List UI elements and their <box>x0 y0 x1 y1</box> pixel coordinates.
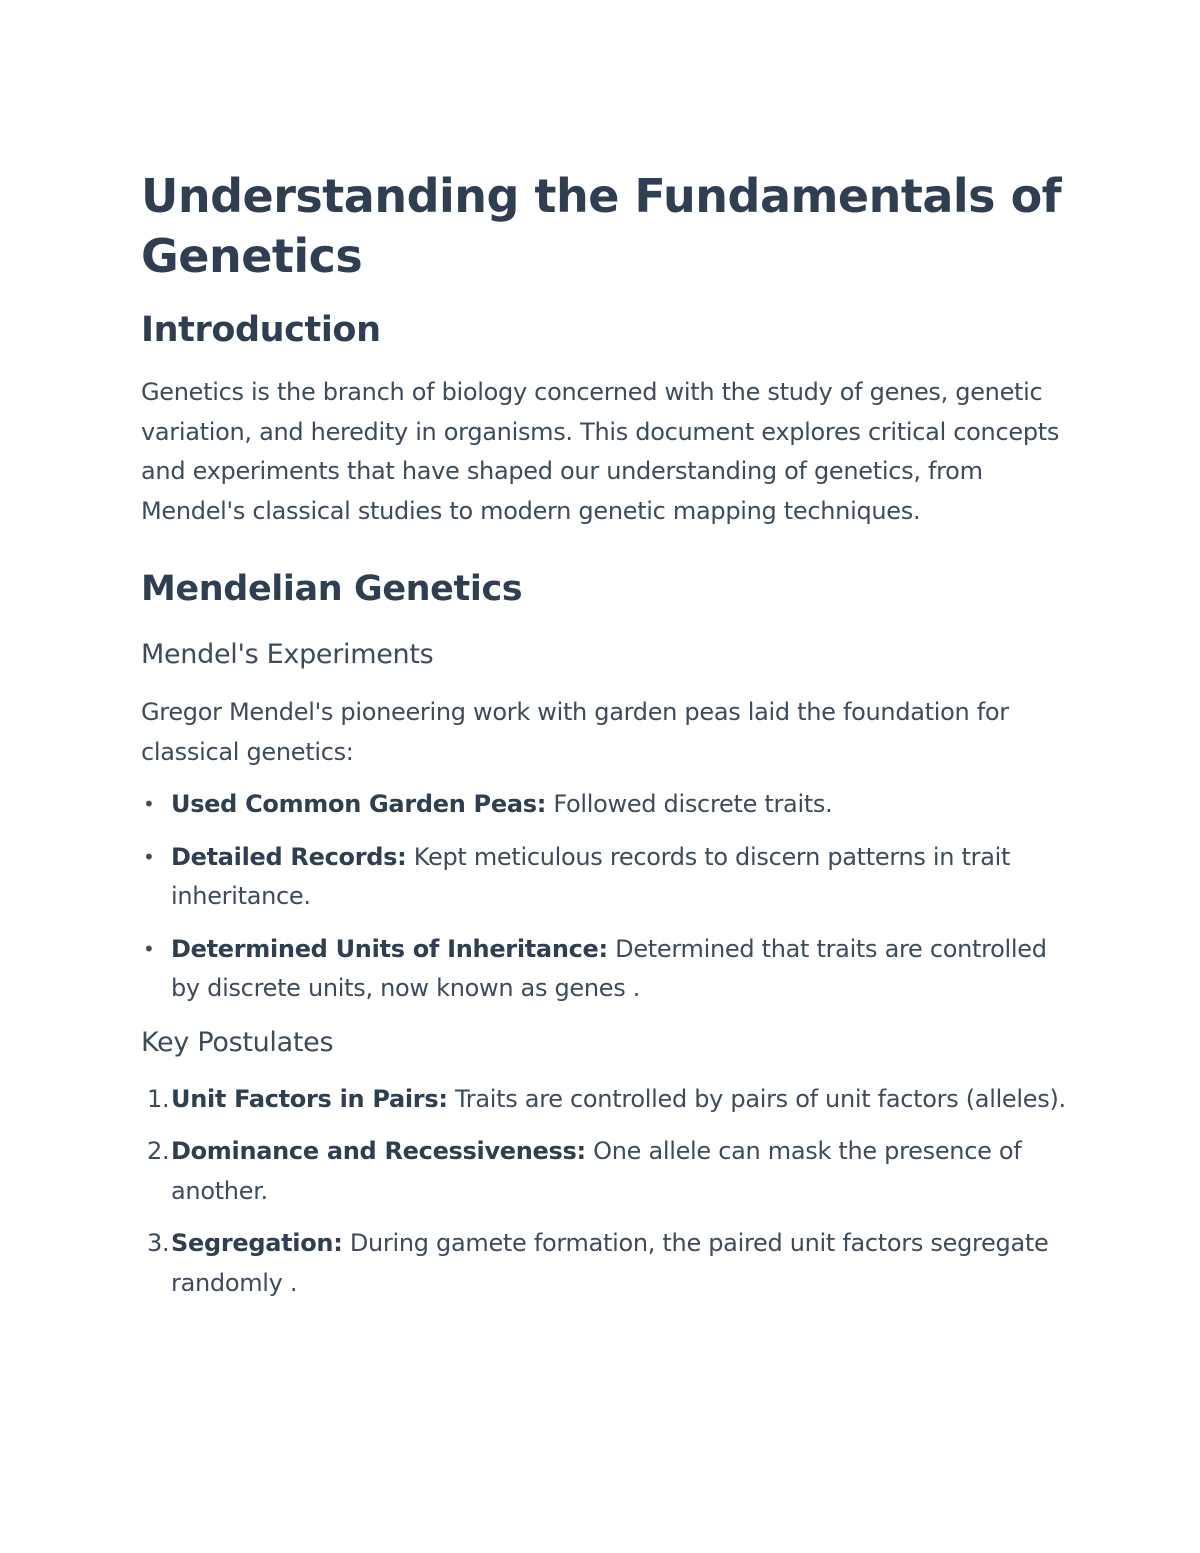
list-item-term: Dominance and Recessiveness: <box>171 1137 586 1165</box>
section-heading-introduction: Introduction <box>141 310 381 350</box>
list-item-text: Kept meticulous records to discern patterns in trait inheritance. <box>171 842 1011 910</box>
list-item-term: Used Common Garden Peas: <box>171 790 547 818</box>
list-item <box>141 838 1071 917</box>
list-item <box>141 785 1071 825</box>
experiments-paragraph: Gregor Mendel's pioneering work with garden peas laid the foundation for classical genetics: <box>141 698 1009 766</box>
bullet-icon: • <box>143 792 155 816</box>
list-item-text: Determined that traits are controlled by discrete units, now known as genes . <box>171 934 1047 1002</box>
postulates-numbered-list <box>141 1080 1071 1304</box>
list-item-text: Followed discrete traits. <box>546 790 833 818</box>
document-page <box>141 166 1071 1303</box>
list-number: 2. <box>147 1137 170 1165</box>
list-item-term: Detailed Records: <box>171 842 407 871</box>
bullet-icon: • <box>143 936 155 961</box>
list-number: 1. <box>147 1084 170 1113</box>
section-heading-mendelian-genetics: Mendelian Genetics <box>141 569 523 609</box>
list-item-text: One allele can mask the presence of another. <box>171 1137 1022 1205</box>
list-item <box>141 1132 1071 1211</box>
list-item-text: During gamete formation, the paired unit factors segregate randomly . <box>171 1229 1049 1297</box>
list-item <box>141 930 1071 1009</box>
introduction-paragraph: Genetics is the branch of biology concerned with the study of genes, genetic variation, and heredity in organisms. This document explores critical concepts and experiments that have shaped our understanding of genetics, from Mendel's classical studies to modern genetic mapping techniques. <box>141 378 1060 525</box>
subsection-heading-key-postulates: Key Postulates <box>141 1026 334 1058</box>
page-title: Understanding the Fundamentals of Genetics <box>141 169 1062 283</box>
list-item-term: Determined Units of Inheritance: <box>171 934 608 963</box>
list-number: 3. <box>147 1229 170 1257</box>
list-item-term: Unit Factors in Pairs: <box>171 1084 448 1113</box>
list-item <box>141 1080 1071 1120</box>
list-item-text: Traits are controlled by pairs of unit factors (alleles). <box>447 1084 1066 1113</box>
bullet-icon: • <box>143 844 155 869</box>
experiments-bullet-list <box>141 785 1071 1009</box>
list-item-term: Segregation: <box>171 1229 343 1257</box>
list-item <box>141 1224 1071 1303</box>
subsection-heading-mendels-experiments: Mendel's Experiments <box>141 639 434 670</box>
